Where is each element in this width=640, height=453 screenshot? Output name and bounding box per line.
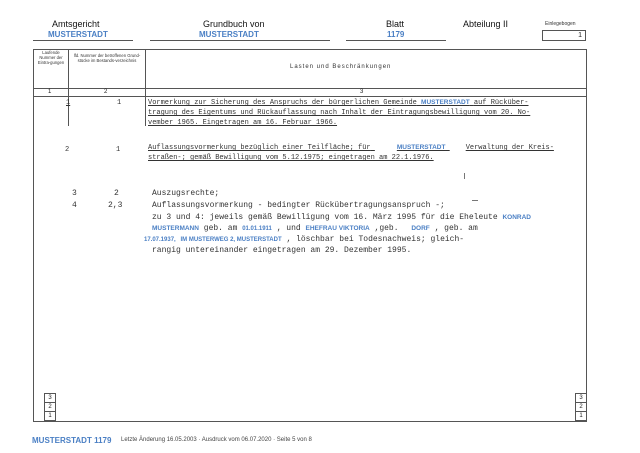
entry2-line1-end: Verwaltung der Kreis- xyxy=(465,144,554,152)
entry34-line1: Auflassungsvormerkung - bedingter Rückübertragungsanspruch -; xyxy=(152,201,445,210)
entry34-line3 xyxy=(152,224,478,233)
entry2-beneficiary: MUSTERSTADT xyxy=(396,144,446,151)
entry2-line1-text: Auflassungsvormerkung bezüglich einer Teilfläche; für xyxy=(148,144,371,152)
amtsgericht-value: MUSTERSTADT xyxy=(48,30,108,39)
scan-mark xyxy=(472,200,478,201)
entry2-line1 xyxy=(148,144,554,152)
entry1-bv: 1 xyxy=(117,99,122,107)
entry34-born-label-2: , geb. am xyxy=(434,224,478,233)
einlegebogen-box xyxy=(542,30,586,41)
entry34-maiden-name: DORF xyxy=(411,225,430,232)
margin-num: 3 xyxy=(576,394,586,403)
entry34-spouse: EHEFRAU VIKTORIA xyxy=(305,225,370,232)
entry1-line3: vember 1965. Eingetragen am 16. Februar 1966. xyxy=(148,119,338,127)
entry34-and: , und xyxy=(276,224,301,233)
margin-num: 3 xyxy=(45,394,55,403)
entry4-bv: 2,3 xyxy=(108,201,123,210)
col-header-bv: lfd. Nummer der betroffenen Grund-stücke im Bestands-verzeichnis xyxy=(73,53,141,63)
entry1-line1 xyxy=(148,99,529,107)
col-header-lfd: Laufende Nummer der Eintra-gungen xyxy=(37,50,65,65)
entry34-surname: MUSTERMANN xyxy=(152,225,199,232)
einlegebogen-label: Einlegebogen xyxy=(545,21,576,27)
col-num-2: 2 xyxy=(104,89,108,95)
entry34-line5: rangig untereinander eingetragen am 29. Dezember 1995. xyxy=(152,246,412,255)
entry34-firstname: KONRAD xyxy=(502,214,531,221)
margin-num: 1 xyxy=(48,413,52,419)
entry1-line1-end: auf Rücküber- xyxy=(473,99,529,107)
entry34-address: IM MUSTERWEG 2, MUSTERSTADT xyxy=(180,237,282,243)
entry1-line1-text: Vormerkung zur Sicherung des Anspruchs der bürgerlichen Gemeinde xyxy=(148,99,417,107)
header-rule xyxy=(150,40,330,41)
header-rule xyxy=(346,40,446,41)
entry34-birthdate: 01.01.1911 xyxy=(242,226,272,232)
col-header-lasten: Lasten und Beschränkungen xyxy=(290,64,392,70)
entry34-born-label: geb. am xyxy=(203,224,238,233)
entry2-lfd: 2 xyxy=(65,146,70,154)
margin-numbers-right xyxy=(575,393,587,421)
colnum-bottom-rule xyxy=(33,96,586,97)
entry34-title: Auszugsrechte; xyxy=(152,189,220,198)
entry3-bv: 2 xyxy=(114,189,119,198)
scan-mark xyxy=(464,173,465,179)
grundbuch-value: MUSTERSTADT xyxy=(199,30,259,39)
entry4-lfd: 4 xyxy=(72,201,77,210)
entry34-line4-text: , löschbar bei Todesnachweis; gleich- xyxy=(286,235,465,244)
amtsgericht-label: Amtsgericht xyxy=(52,19,100,29)
margin-num: 1 xyxy=(579,413,583,419)
abteilung-label: Abteilung II xyxy=(463,19,509,29)
entry1-lfd: 1 xyxy=(66,99,71,107)
entry2-line2: straßen-; gemäß Bewilligung vom 5.12.1975; eingetragen am 22.1.1976. xyxy=(148,154,434,162)
einlegebogen-value: 1 xyxy=(578,32,582,39)
header-rule xyxy=(33,40,133,41)
entry1-beneficiary: MUSTERSTADT xyxy=(421,99,470,106)
margin-numbers-left xyxy=(44,393,56,421)
entry3-lfd: 3 xyxy=(72,189,77,198)
header-bottom-rule xyxy=(33,88,586,89)
entry34-line2-text: zu 3 und 4: jeweils gemäß Bewilligung vom 16. März 1995 für die Eheleute xyxy=(152,213,498,222)
grundbuch-label: Grundbuch von xyxy=(203,19,265,29)
entry1-line2: tragung des Eigentums und Rückauflassung nach Inhalt der Eintragungsbewilligung vom 20. No- xyxy=(148,109,531,117)
footer-info: Letzte Änderung 16.05.2003 · Ausdruck vom 06.07.2020 · Seite 5 von 8 xyxy=(121,437,312,443)
margin-num: 2 xyxy=(45,403,55,412)
blatt-value: 1179 xyxy=(387,30,405,39)
footer-doc-id: MUSTERSTADT 1179 xyxy=(32,436,112,445)
margin-num: 2 xyxy=(576,403,586,412)
entry34-line2 xyxy=(152,213,531,222)
entry2-bv: 1 xyxy=(116,146,121,154)
col-num-1: 1 xyxy=(48,89,52,95)
entry34-spouse-birthdate: 17.07.1937, xyxy=(144,237,176,243)
blatt-label: Blatt xyxy=(386,19,405,29)
entry34-line4 xyxy=(144,235,464,244)
col-num-3: 3 xyxy=(360,89,364,95)
entry34-nee-label: ,geb. xyxy=(374,224,399,233)
